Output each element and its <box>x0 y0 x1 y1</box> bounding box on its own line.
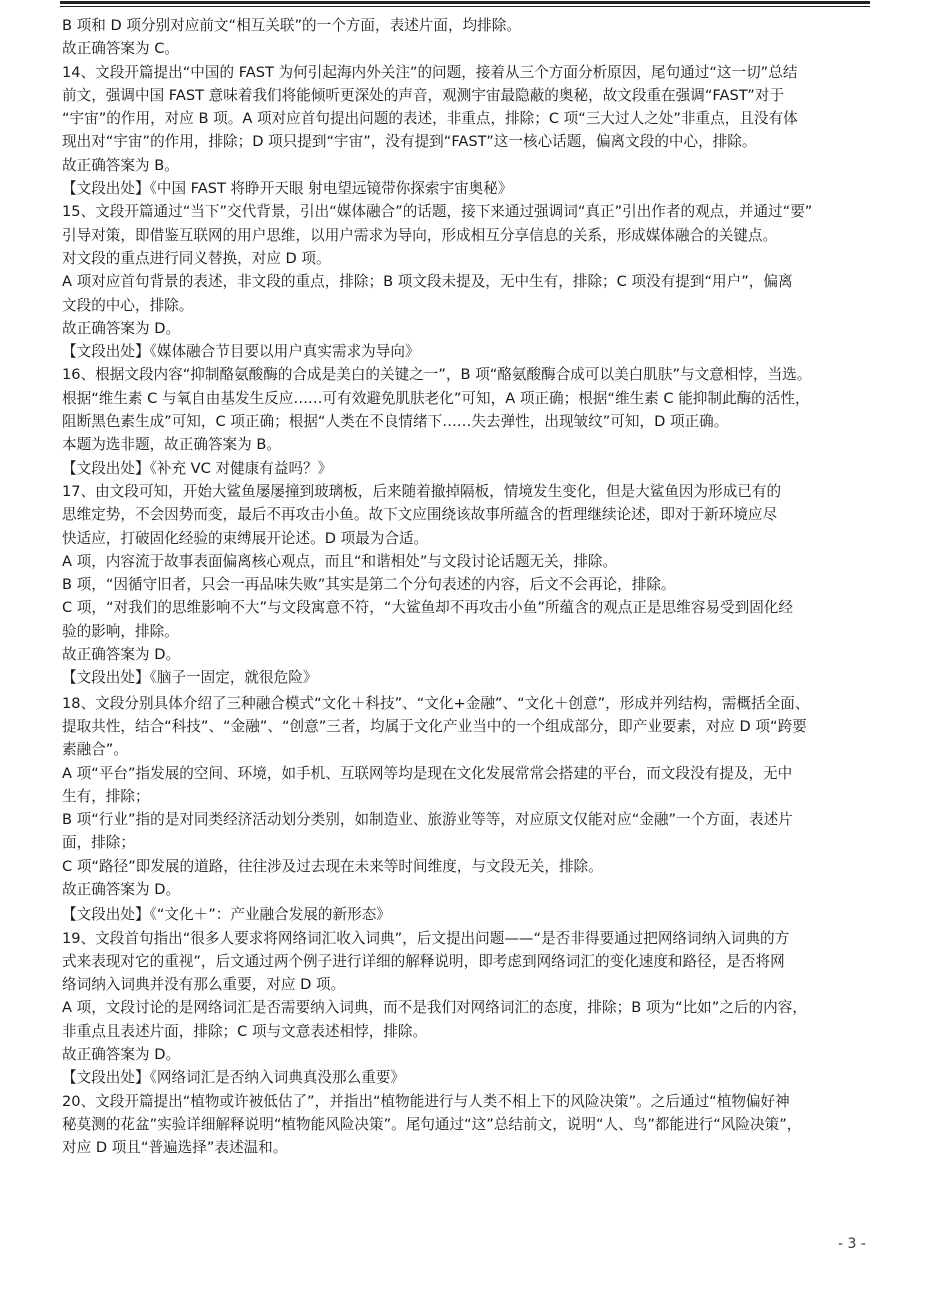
text-line: 【文段出处】《脑子一固定，就很危险》 <box>62 669 318 687</box>
header-rule-thin <box>60 6 870 7</box>
text-line: 阻断黑色素生成”可知，C 项正确；根据“人类在不良情绪下……失去弹性，出现皱纹”可知，D 项正确。 <box>62 413 729 431</box>
text-line: 【文段出处】《补充 VC 对健康有益吗？》 <box>62 459 333 477</box>
paragraph <box>62 177 892 200</box>
text-line: 提取共性，结合“科技”、“金融”、“创意”三者，均属于文化产业当中的一个组成部分，即产业要素，对应 D 项“跨要 <box>62 717 807 735</box>
text-line: 引导对策，即借鉴互联网的用户思维，以用户需求为导向，形成相互分享信息的关系，形成媒体融合的关键点。 <box>62 226 778 244</box>
text-line: 前文，强调中国 FAST 意味着我们将能倾听更深处的声音，观测宇宙最隐蔽的奥秘，故文段重在强调“FAST”对于 <box>62 86 785 104</box>
text-line: 络词纳入词典并没有那么重要，对应 D 项。 <box>62 976 346 994</box>
text-line: 本题为选非题，故正确答案为 B。 <box>62 436 281 454</box>
paragraph <box>62 573 892 596</box>
paragraph <box>62 14 892 37</box>
text-line: 文段的中心，排除。 <box>62 296 194 314</box>
text-line: 式来表现对它的重视”，后文通过两个例子进行详细的解释说明，即考虑到网络词汇的变化速度和路径，是否将网 <box>62 952 785 970</box>
paragraph <box>62 1090 892 1160</box>
paragraph <box>62 317 892 340</box>
text-line: 非重点且表述片面，排除；C 项与文意表述相悖，排除。 <box>62 1022 428 1040</box>
paragraph <box>62 363 892 433</box>
text-line: B 项“行业”指的是对同类经济活动划分类别，如制造业、旅游业等等，对应原文仅能对应“金融”一个方面，表述片 <box>62 811 793 829</box>
text-line: 16、根据文段内容“抑制酪氨酸酶的合成是美白的关键之一”，B 项“酪氨酸酶合成可以美白肌肤”与文意相悖，当选。 <box>62 366 812 384</box>
text-line: 故正确答案为 D。 <box>62 1046 181 1064</box>
paragraph <box>62 200 892 270</box>
paragraph <box>62 340 892 363</box>
paragraph <box>62 1043 892 1066</box>
text-line: 根据“维生素 C 与氧自由基发生反应……可有效避免肌肤老化”可知，A 项正确；根据“维生素 C 能抑制此酶的活性， <box>62 389 810 407</box>
paragraph <box>62 270 892 317</box>
text-line: B 项和 D 项分别对应前文“相互关联”的一个方面，表述片面，均排除。 <box>62 17 521 34</box>
text-line: 18、文段分别具体介绍了三种融合模式“文化＋科技”、“文化+金融”、“文化＋创意”，形成并列结构，需概括全面、 <box>62 694 810 712</box>
paragraph <box>62 996 892 1043</box>
text-line: 【文段出处】《“文化＋”：产业融合发展的新形态》 <box>62 906 391 924</box>
paragraph <box>62 643 892 666</box>
paragraph <box>62 1066 892 1089</box>
text-line: 快适应，打破固化经验的束缚展开论述。D 项最为合适。 <box>62 529 429 547</box>
text-line: 【文段出处】《媒体融合节目要以用户真实需求为导向》 <box>62 343 420 361</box>
text-line: A 项，文段讨论的是网络词汇是否需要纳入词典，而不是我们对网络词汇的态度，排除；B 项为“比如”之后的内容， <box>62 999 807 1017</box>
text-line: 素融合”。 <box>62 741 128 759</box>
header-rule-thick <box>60 1 870 4</box>
text-line: 19、文段首句指出“很多人要求将网络词汇收入词典”，后文提出问题——“是否非得要通过把网络词纳入词典的方 <box>62 929 790 947</box>
text-line: 20、文段开篇提出“植物或许被低估了”，并指出“植物能进行与人类不相上下的风险决策”。之后通过“植物偏好神 <box>62 1092 790 1110</box>
text-line: B 项，“因循守旧者，只会一再品味失败”其实是第二个分句表述的内容，后文不会再论，排除。 <box>62 576 676 594</box>
text-line: 故正确答案为 D。 <box>62 319 181 337</box>
text-line: 故正确答案为 D。 <box>62 646 181 664</box>
paragraph <box>62 927 892 997</box>
paragraph <box>62 666 892 689</box>
text-line: 对应 D 项且“普遍选择”表述温和。 <box>62 1139 288 1157</box>
paragraph <box>62 692 892 762</box>
text-line: 思维定势，不会因势而变，最后不再攻击小鱼。故下文应围绕该故事所蕴含的哲理继续论述，即对于新环境应尽 <box>62 506 778 524</box>
paragraph <box>62 550 892 573</box>
paragraph <box>62 61 892 154</box>
page-number: - 3 - <box>838 1236 866 1252</box>
text-line: 15、文段开篇通过“当下”交代背景，引出“媒体融合”的话题，接下来通过强调词“真正”引出作者的观点，并通过“要” <box>62 203 813 221</box>
text-line: 14、文段开篇提出“中国的 FAST 为何引起海内外关注”的问题，接着从三个方面分析原因，尾句通过“这一切”总结 <box>62 63 798 81</box>
paragraph <box>62 433 892 456</box>
text-line: 故正确答案为 C。 <box>62 40 179 58</box>
paragraph <box>62 855 892 878</box>
paragraph <box>62 808 892 855</box>
paragraph <box>62 903 892 926</box>
text-line: “宇宙”的作用，对应 B 项。A 项对应首句提出问题的表述，非重点，排除；C 项“三大过人之处”非重点，且没有体 <box>62 110 798 128</box>
text-line: C 项“路径”即发展的道路，往往涉及过去现在未来等时间维度，与文段无关，排除。 <box>62 857 603 875</box>
paragraph <box>62 480 892 550</box>
text-line: 17、由文段可知，开始大鲨鱼屡屡撞到玻璃板，后来随着撤掉隔板，情境发生变化，但是大鲨鱼因为形成已有的 <box>62 482 782 500</box>
paragraph <box>62 762 892 809</box>
text-line: 秘莫测的花盆”实验详细解释说明“植物能风险决策”。尾句通过“这”总结前文，说明“人、鸟”都能进行“风险决策”， <box>62 1115 802 1133</box>
paragraph <box>62 37 892 60</box>
text-line: 【文段出处】《网络词汇是否纳入词典真没那么重要》 <box>62 1069 405 1087</box>
answer-explanations-body <box>62 14 892 1160</box>
text-line: 面，排除； <box>62 834 135 852</box>
paragraph <box>62 457 892 480</box>
text-line: 【文段出处】《中国 FAST 将睁开天眼 射电望远镜带你探索宇宙奥秘》 <box>62 180 513 198</box>
text-line: 故正确答案为 B。 <box>62 156 179 174</box>
paragraph <box>62 878 892 901</box>
text-line: A 项“平台”指发展的空间、环境，如手机、互联网等均是现在文化发展常常会搭建的平台，而文段没有提及，无中 <box>62 764 793 782</box>
text-line: 故正确答案为 D。 <box>62 880 181 898</box>
paragraph <box>62 154 892 177</box>
text-line: A 项，内容流于故事表面偏离核心观点，而且“和谐相处”与文段讨论话题无关，排除。 <box>62 552 618 570</box>
text-line: 现出对“宇宙”的作用，排除；D 项只提到“宇宙”，没有提到“FAST”这一核心话题，偏离文段的中心，排除。 <box>62 133 757 151</box>
text-line: 验的影响，排除。 <box>62 622 179 640</box>
paragraph <box>62 596 892 643</box>
text-line: C 项，“对我们的思维影响不大”与文段寓意不符，“大鲨鱼却不再攻击小鱼”所蕴含的观点正是思维容易受到固化经 <box>62 599 793 617</box>
text-line: A 项对应首句背景的表述，非文段的重点，排除；B 项文段未提及，无中生有，排除；C 项没有提到“用户”，偏离 <box>62 273 793 291</box>
text-line: 生有，排除； <box>62 787 150 805</box>
text-line: 对文段的重点进行同义替换，对应 D 项。 <box>62 249 331 267</box>
